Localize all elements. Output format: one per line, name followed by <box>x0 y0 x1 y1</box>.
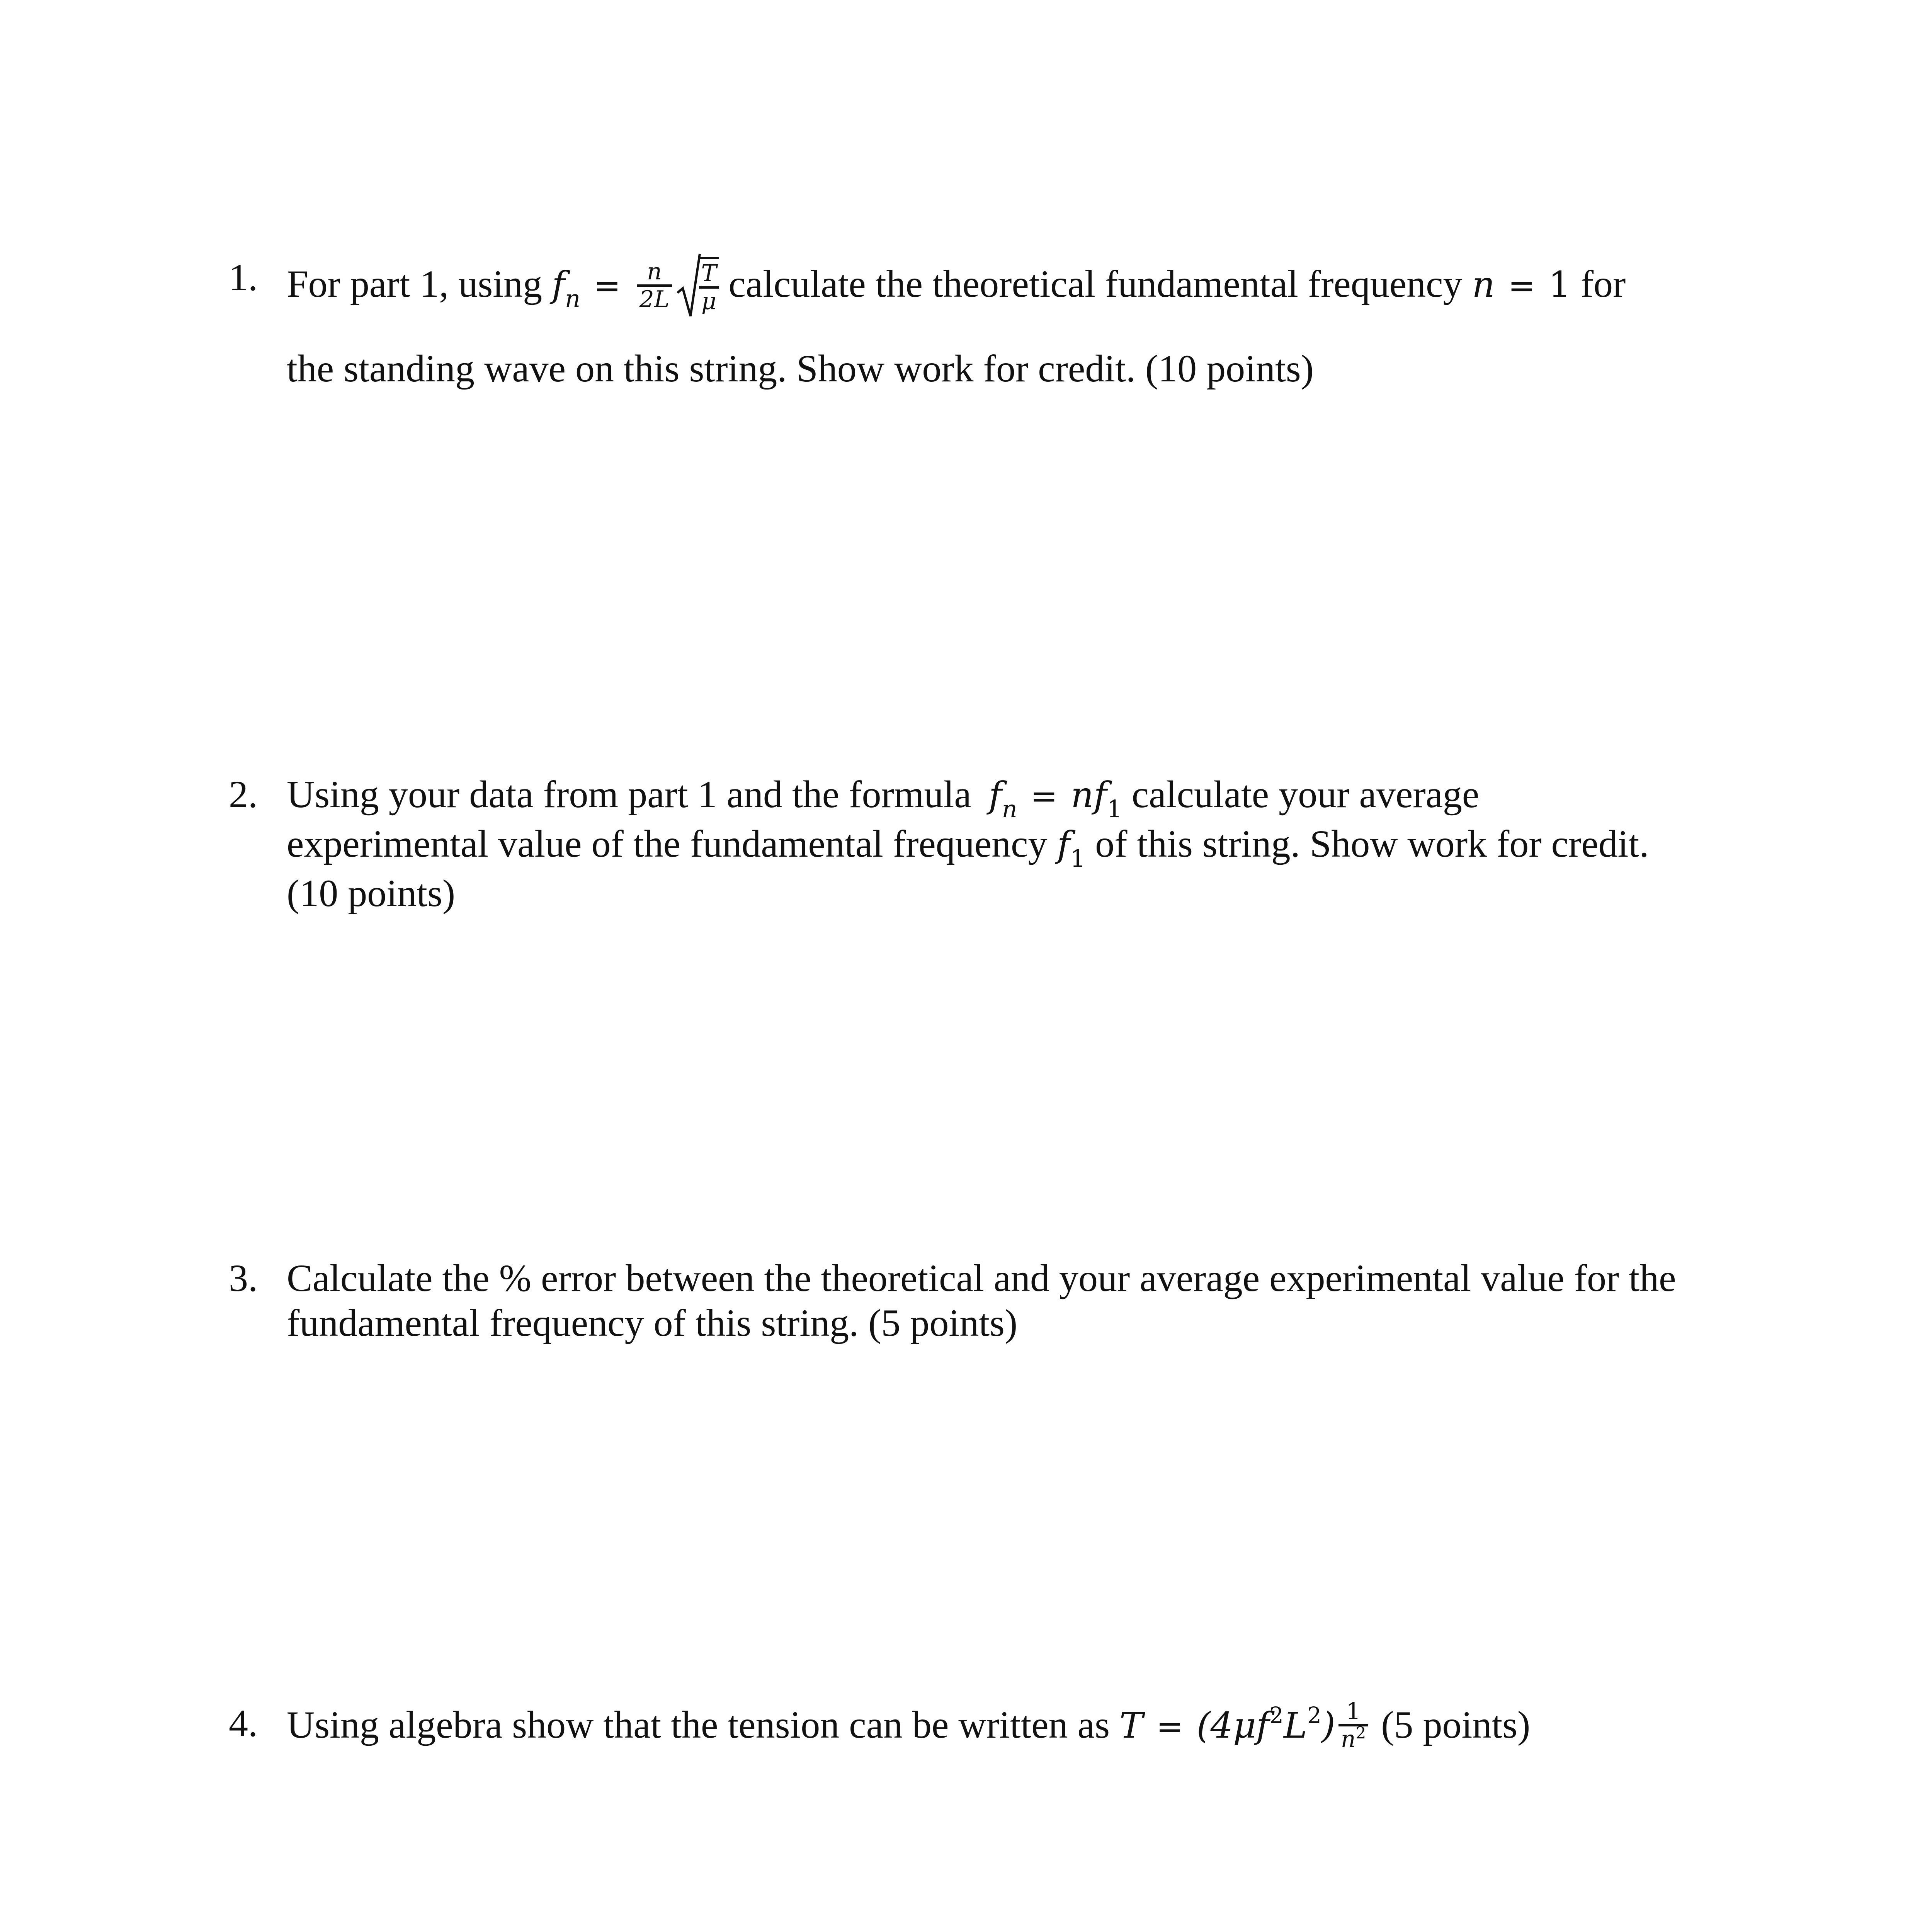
question-number: 1. <box>229 256 258 299</box>
question-line: For part 1, using $f_n$ = $\frac{n}{2L}$ $\frac{T}{\mu}$ calculate the theoretical fundamental frequency n = 1 for <box>287 255 1747 321</box>
formula-expression: $(4\mu f^2L^2)$ <box>1196 1702 1335 1746</box>
question-line: the standing wave on this string. Show work for credit. (10 points) <box>287 347 1314 390</box>
question-1 <box>229 255 1747 391</box>
question-text: for <box>1580 262 1626 305</box>
question-text: (5 points) <box>1381 1703 1531 1746</box>
question-2 <box>229 772 1747 916</box>
formula-var: T <box>1119 1704 1143 1746</box>
question-line <box>287 821 1747 871</box>
question-text: calculate the theoretical fundamental frequency <box>728 262 1463 305</box>
formula-var: $f_n$ <box>552 264 581 313</box>
question-text: calculate your average <box>1131 773 1480 816</box>
question-text: Using algebra show that the tension can be written as <box>287 1703 1110 1746</box>
question-3 <box>229 1256 1747 1345</box>
formula-var: $nf_1$ <box>1071 774 1122 823</box>
formula-var: $f_1$ <box>1057 824 1086 872</box>
radical-sign-icon <box>677 253 701 318</box>
question-text: Using your data from part 1 and the formula <box>287 773 971 816</box>
question-line: Using your data from part 1 and the formula $f_n = nf_1$ calculate your average <box>287 773 1480 823</box>
question-text: For part 1, using <box>287 262 543 305</box>
question-number: 4. <box>229 1702 258 1745</box>
question-line: Using algebra show that the tension can be written as $T = (4\mu f^2L^2)$ $\frac{1}{n^2}$ (5 points) <box>287 1701 1747 1757</box>
question-number: 3. <box>229 1257 258 1299</box>
equals-sign: = <box>594 266 621 304</box>
formula-var: n <box>1472 264 1495 305</box>
question-line: Calculate the % error between the theoretical and your average experimental value for the <box>287 1257 1676 1299</box>
question-text: experimental value of the fundamental frequency <box>287 822 1048 865</box>
question-text: of this string. Show work for credit. <box>1095 822 1649 865</box>
question-number: 2. <box>229 773 258 816</box>
question-line: (10 points) <box>287 872 456 915</box>
fraction: $\frac{n}{2L}$ <box>637 259 672 312</box>
question-line: fundamental frequency of this string. (5 points) <box>287 1301 1018 1344</box>
formula-var: $f_n$ <box>988 774 1017 823</box>
fraction: $\frac{1}{n^2}$ <box>1338 1699 1368 1754</box>
square-root: $\frac{T}{\mu}$ <box>677 253 719 318</box>
question-4 <box>229 1698 1747 1757</box>
